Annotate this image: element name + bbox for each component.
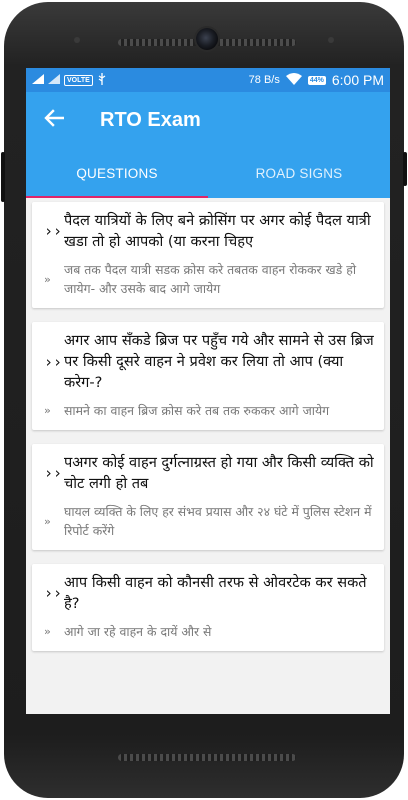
battery-icon: 44%	[309, 76, 324, 84]
sensor	[74, 37, 80, 43]
answer-marker: »	[44, 404, 51, 417]
signal-icon	[32, 74, 44, 87]
answer-marker: »	[44, 514, 51, 528]
wifi-icon	[286, 73, 302, 88]
page-title: RTO Exam	[100, 108, 201, 131]
question-card[interactable]	[32, 444, 384, 550]
clock: 6:00 PM	[331, 72, 384, 88]
status-bar	[26, 68, 390, 92]
question-card[interactable]	[32, 202, 384, 308]
tab-road-signs[interactable]: ROAD SIGNS	[255, 165, 343, 181]
bottom-speaker	[118, 754, 296, 761]
question-text: अगर आप सँकडे ब्रिज पर पहुँच गये और सामने से उस ब्रिज पर किसी दूसरे वाहन ने प्रवेश कर लिया तो आप (क्या करेग-?	[64, 332, 374, 391]
question-text: पैदल यात्रियों के लिए बने क्रोसिंग पर अगर कोई पैदल यात्री खडा तो हो आपको (या करना चिहए	[64, 212, 371, 250]
phone-frame	[4, 2, 404, 798]
question-list[interactable]	[26, 198, 390, 651]
screen	[26, 68, 390, 714]
tab-questions[interactable]: QUESTIONS	[76, 165, 158, 181]
answer-text: सामने का वाहन ब्रिज क्रोस करे तब तक रुककर आगे जायेग	[64, 403, 330, 418]
power-button	[403, 152, 407, 186]
tab-indicator	[26, 196, 208, 198]
tab-bar	[26, 148, 390, 198]
data-speed: 78 B/s	[248, 74, 280, 86]
sensor	[328, 37, 334, 43]
question-text: आप किसी वाहन को कौनसी तरफ से ओवरटेक कर सकते है?	[64, 574, 367, 612]
question-text: पअगर कोई वाहन दुर्गत्नाग्रस्त हो गया और किसी व्यक्ति को चोट लगी हो तब	[64, 454, 374, 492]
answer-marker: »	[44, 625, 51, 638]
volte-badge: VOLTE	[64, 75, 93, 86]
back-arrow-icon	[44, 109, 64, 131]
back-button[interactable]	[26, 92, 82, 148]
question-card[interactable]	[32, 564, 384, 651]
question-card[interactable]	[32, 322, 384, 430]
question-marker: ››	[44, 464, 63, 482]
usb-icon	[97, 73, 107, 88]
question-marker: ››	[44, 222, 63, 240]
signal-icon	[48, 74, 60, 87]
answer-text: घायल व्यक्ति के लिए हर संभव प्रयास और २४ घंटे में पुलिस स्टेशन में रिपोर्ट करेंगे	[64, 504, 372, 538]
question-marker: ››	[44, 584, 63, 602]
app-bar	[26, 92, 390, 198]
answer-text: जब तक पैदल यात्री सडक क्रोस करे तबतक वाहन रोककर खडे हो जायेग- और उसके बाद आगे जायेग	[64, 262, 357, 296]
answer-text: आगे जा रहे वाहन के दायें और से	[64, 624, 212, 639]
answer-marker: »	[44, 272, 51, 286]
question-marker: ››	[44, 352, 63, 371]
volume-button	[1, 152, 5, 202]
front-camera	[196, 28, 218, 50]
